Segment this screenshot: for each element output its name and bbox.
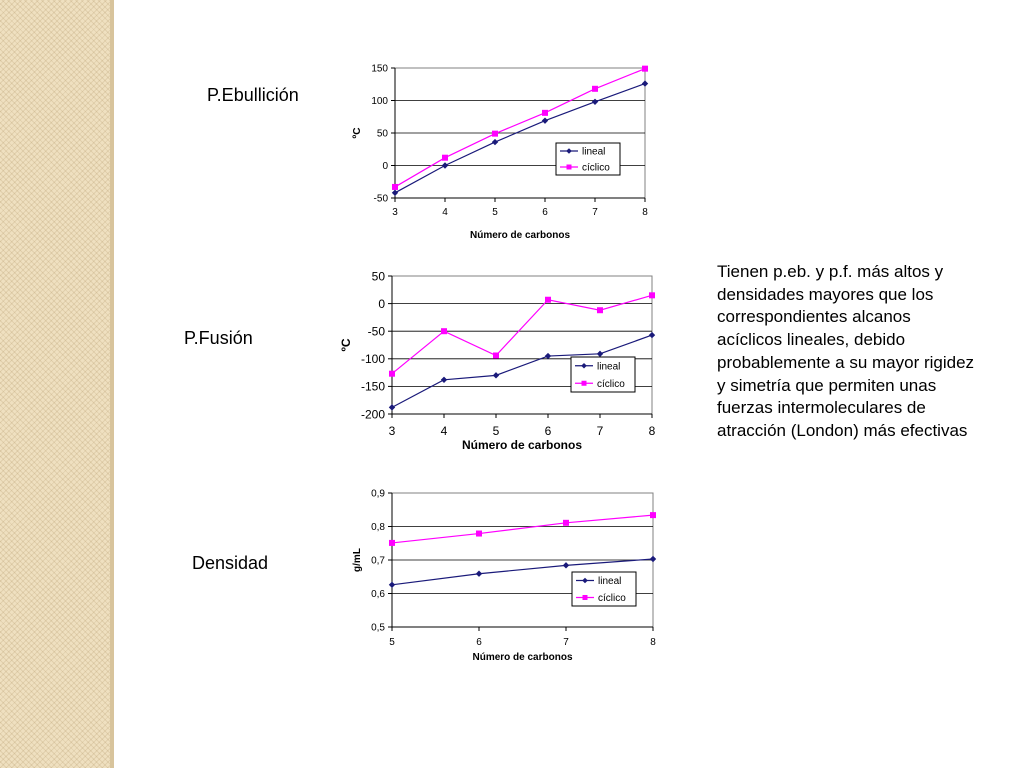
x-tick-label: 8 [648, 424, 656, 438]
y-tick-label: 0,8 [371, 522, 385, 534]
data-point-ciclico [545, 297, 551, 303]
y-tick-label: 150 [371, 63, 388, 75]
y-tick-label: 50 [376, 128, 388, 140]
label-ebullicion: P.Ebullición [207, 85, 299, 105]
legend-marker-ciclico [583, 595, 588, 600]
data-point-ciclico [563, 520, 569, 526]
data-point-ciclico [597, 307, 603, 313]
data-point-ciclico [592, 86, 598, 92]
x-axis-label: Número de carbonos [472, 652, 573, 663]
data-point-ciclico [492, 131, 498, 137]
y-tick-label: 50 [371, 269, 385, 284]
y-tick-label: 0,6 [371, 589, 385, 601]
data-point-ciclico [493, 352, 499, 358]
x-tick-label: 7 [596, 424, 604, 438]
x-tick-label: 8 [642, 207, 648, 218]
x-tick-label: 6 [542, 207, 548, 218]
x-tick-label: 5 [492, 207, 498, 218]
legend-label: lineal [598, 576, 622, 587]
data-point-ciclico [389, 540, 395, 546]
label-densidad: Densidad [192, 553, 269, 573]
x-axis-label: Número de carbonos [469, 230, 571, 241]
y-tick-label: -150 [360, 379, 385, 394]
x-tick-label: 5 [389, 637, 395, 648]
chart-ebullicion [330, 55, 670, 250]
y-tick-label: -100 [360, 352, 385, 367]
y-tick-label: -50 [373, 193, 388, 205]
data-point-ciclico [389, 371, 395, 377]
plot-area [392, 276, 652, 414]
x-tick-label: 3 [388, 424, 396, 438]
data-point-ciclico [442, 155, 448, 161]
y-axis-label: ºC [352, 127, 363, 139]
x-tick-label: 4 [442, 207, 448, 218]
y-tick-label: -200 [360, 407, 385, 422]
data-point-ciclico [476, 531, 482, 537]
y-tick-label: 0 [382, 161, 388, 173]
legend-label: lineal [582, 146, 606, 158]
y-tick-label: -50 [367, 324, 385, 339]
y-axis-label: ºC [339, 338, 353, 352]
x-tick-label: 6 [476, 637, 482, 648]
x-tick-label: 3 [392, 207, 398, 218]
y-axis-label: g/mL [352, 548, 363, 572]
x-tick-label: 5 [492, 424, 500, 438]
data-point-ciclico [649, 292, 655, 298]
y-tick-label: 0,9 [371, 488, 385, 500]
sidebar-edge [110, 0, 114, 768]
data-point-ciclico [392, 184, 398, 190]
data-point-ciclico [441, 328, 447, 334]
y-tick-label: 0,7 [371, 555, 385, 567]
legend-label: cíclico [582, 162, 610, 174]
chart-densidad [330, 480, 670, 670]
x-tick-label: 7 [592, 207, 598, 218]
x-tick-label: 6 [544, 424, 552, 438]
description-text: Tienen p.eb. y p.f. más altos y densidades mayores que los correspondientes alcanos acíclicos lineales, debido probablemente a su mayor rigidez y simetría que permiten unas fuerzas intermoleculares de atracción (London) más efectivas [717, 262, 975, 440]
label-fusion: P.Fusión [184, 328, 253, 348]
y-tick-label: 0 [378, 296, 385, 311]
data-point-ciclico [642, 66, 648, 72]
chart-fusion [330, 262, 670, 457]
legend-marker-ciclico [582, 381, 587, 386]
data-point-ciclico [542, 110, 548, 116]
decorative-sidebar [0, 0, 114, 768]
legend-marker-ciclico [567, 165, 572, 170]
y-tick-label: 100 [371, 96, 388, 108]
data-point-ciclico [650, 512, 656, 518]
legend-label: cíclico [597, 378, 625, 390]
legend-label: cíclico [598, 593, 626, 604]
y-tick-label: 0,5 [371, 622, 385, 634]
x-axis-label: Número de carbonos [461, 438, 583, 452]
x-tick-label: 4 [440, 424, 448, 438]
x-tick-label: 8 [650, 637, 656, 648]
x-tick-label: 7 [563, 637, 569, 648]
legend-label: lineal [597, 361, 621, 373]
